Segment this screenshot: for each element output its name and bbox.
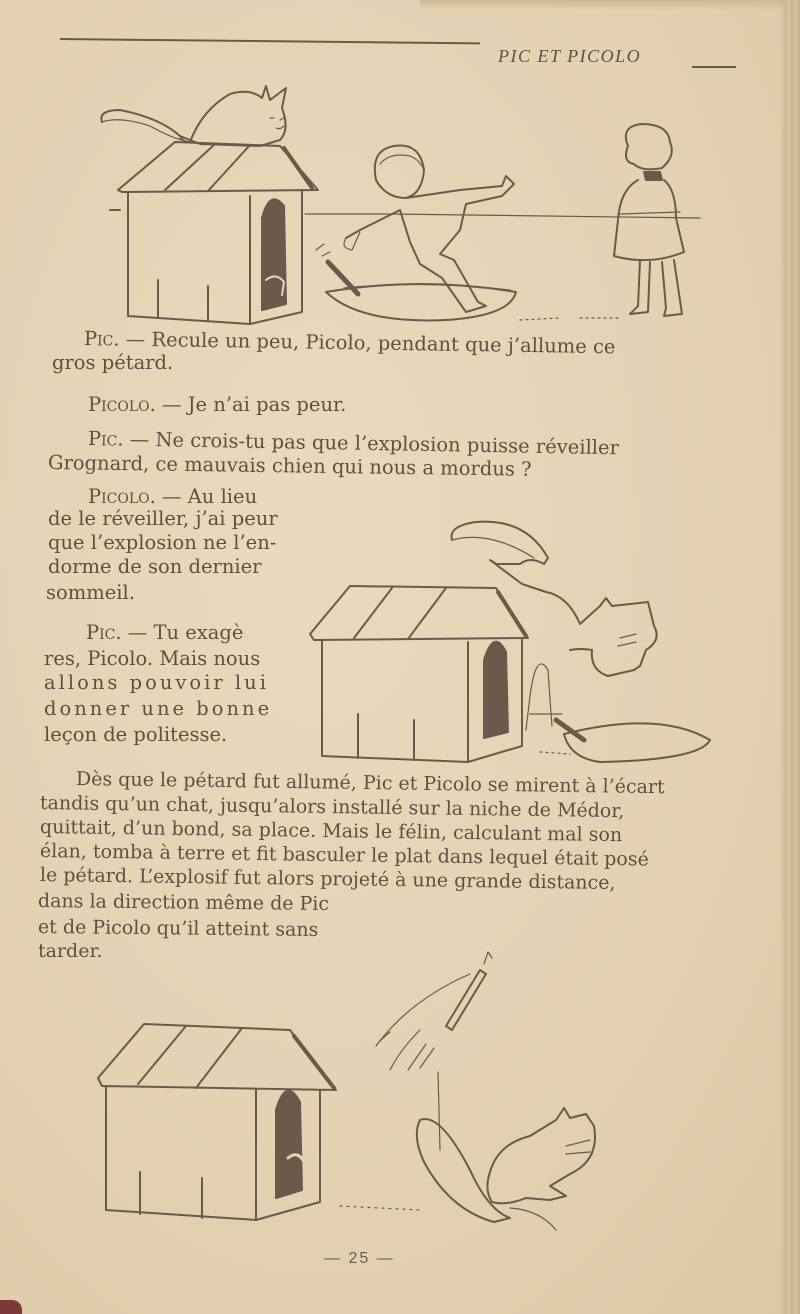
narration-line-1: Dès que le pétard fut allumé, Pic et Picolo se mirent à l’écart [75,768,665,799]
doghouse-roof [310,586,528,640]
narration-line-5: le pétard. L’explosif fut alors projeté à une grande distance, [39,864,616,895]
dialogue-pic-2-cont: Grognard, ce mauvais chien qui nous a mordus ? [47,451,532,481]
speaker: Pic. [87,427,124,451]
tipped-dish [417,1119,510,1222]
cat-on-roof [101,86,286,146]
cat-tipping-dish [487,1108,595,1203]
page-edge-top [420,0,800,10]
girl-head [626,124,672,169]
narration-line-7: et de Picolo qu’il atteint sans [37,916,319,941]
dialogue-pic-3 [86,622,243,644]
narration-line-4: élan, tomba à terre et fit basculer le plat dans lequel était posé [39,840,649,871]
narration-line-6: dans la direction même de Pic [37,890,330,916]
illustration-1 [90,80,710,330]
firecracker [446,970,486,1030]
page-edge-right [780,0,800,1314]
line: — Recule un peu, Picolo, pendant que j’allume ce [125,327,616,359]
cat-leaping [452,522,657,676]
narration-line-2: tandis qu’un chat, jusqu’alors installé sur la niche de Médor, [39,792,625,823]
dialogue-picolo-1 [88,394,346,416]
doghouse-roof [118,142,318,192]
header-rule-tail [692,66,736,68]
page-corner-mark [0,1300,22,1314]
boy-body [346,176,514,312]
dish [564,723,710,762]
doghouse-roof [98,1024,336,1090]
page-number: — 25 — [324,1250,395,1267]
doghouse-door [276,1091,302,1198]
girl-dress [614,180,684,260]
header-rule [60,38,480,45]
dialogue-picolo-2-line5: sommeil. [46,581,135,604]
dialogue-pic-3-line4: donner une bonne [44,697,273,720]
speaker: Picolo. [88,485,156,508]
line: — Ne crois-tu pas que l’explosion puisse réveiller [129,427,620,460]
line: — Au lieu [162,485,258,508]
illustration-2 [300,500,780,780]
line: — Tu exagè [127,621,244,644]
narration-line-3: quittait, d’un bond, sa place. Mais le félin, calculant mal son [39,816,623,847]
doghouse-front [106,1086,256,1220]
dialogue-pic-3-line3: allons pouvoir lui [44,671,269,694]
line: — Je n’ai pas peur. [162,393,347,416]
dialogue-pic-3-line5: leçon de politesse. [44,723,228,746]
narration-line-8: tarder. [38,940,103,962]
doghouse-front [322,640,468,762]
dialogue-picolo-2-line3: que l’explosion ne l’en- [48,531,277,554]
running-title: PIC ET PICOLO [498,46,642,66]
dialogue-picolo-2 [88,486,257,508]
dialogue-pic-1-cont: gros pétard. [52,351,174,374]
dialogue-pic-3-line2: res, Picolo. Mais nous [44,647,261,670]
dialogue-picolo-2-line2: de le réveiller, j’ai peur [48,507,278,530]
doghouse-door [484,642,508,738]
doghouse-front [128,192,250,324]
boy-head [375,146,424,199]
illustration-3 [90,940,650,1230]
speaker: Pic. [86,621,122,644]
speaker: Picolo. [88,393,156,416]
dialogue-picolo-2-line4: dorme de son dernier [48,555,262,578]
speaker: Pic. [83,327,120,351]
